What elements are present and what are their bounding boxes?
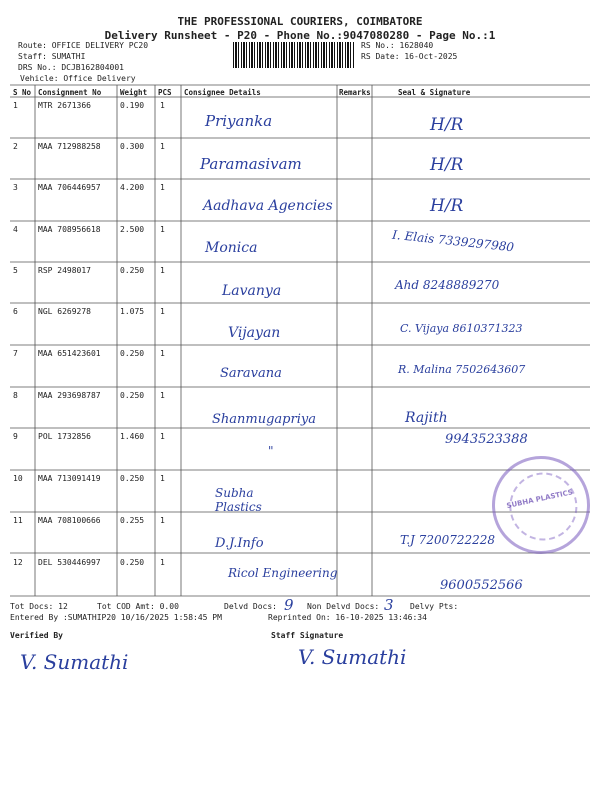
row-weight: 2.500 (120, 225, 145, 234)
row-weight: 0.250 (120, 558, 145, 567)
entered-by: Entered By :SUMATHIP20 10/16/2025 1:58:45 PM (10, 613, 222, 622)
row-sno: 2 (13, 142, 18, 151)
reprinted-on: Reprinted On: 16-10-2025 13:46:34 (268, 613, 427, 622)
consignee-handwriting: Shanmugapriya (212, 412, 316, 427)
seal-signature: 9600552566 (440, 578, 523, 593)
non-delivered-docs-label: Non Delvd Docs: (307, 602, 380, 611)
row-pcs: 1 (160, 142, 165, 151)
col-header-consignee: Consignee Details (184, 88, 261, 97)
company-title: THE PROFESSIONAL COURIERS, COIMBATORE (177, 15, 423, 28)
row-sno: 11 (13, 516, 23, 525)
row-pcs: 1 (160, 225, 165, 234)
row-sno: 1 (13, 101, 18, 110)
delivered-docs-label: Delvd Docs: (224, 602, 277, 611)
non-delivered-docs-hand: 3 (384, 596, 394, 614)
seal-signature: R. Malina 7502643607 (398, 363, 526, 376)
row-sno: 9 (13, 432, 18, 441)
row-weight: 0.250 (120, 349, 145, 358)
row-consignment: DEL 530446997 (38, 558, 101, 567)
row-consignment: POL 1732856 (38, 432, 91, 441)
col-header-seal: Seal & Signature (398, 88, 471, 97)
col-header-pcs: PCS (158, 88, 172, 97)
verified-by-label: Verified By (10, 631, 63, 640)
rs-no: RS No.: 1628040 (361, 41, 434, 50)
row-consignment: MTR 2671366 (38, 101, 91, 110)
consignee-handwriting: Subha Plastics (215, 486, 262, 514)
row-consignment: MAA 651423601 (38, 349, 101, 358)
row-sno: 6 (13, 307, 18, 316)
row-pcs: 1 (160, 307, 165, 316)
row-sno: 7 (13, 349, 18, 358)
consignee-handwriting: Saravana (220, 366, 282, 381)
row-pcs: 1 (160, 101, 165, 110)
row-weight: 0.250 (120, 474, 145, 483)
row-pcs: 1 (160, 349, 165, 358)
row-weight: 0.255 (120, 516, 145, 525)
staff-signature: V. Sumathi (298, 645, 407, 669)
delivered-docs-hand: 9 (284, 596, 294, 614)
row-pcs: 1 (160, 391, 165, 400)
row-consignment: RSP 2498017 (38, 266, 91, 275)
row-pcs: 1 (160, 516, 165, 525)
row-consignment: MAA 706446957 (38, 183, 101, 192)
row-sno: 8 (13, 391, 18, 400)
row-weight: 4.200 (120, 183, 145, 192)
row-consignment: NGL 6269278 (38, 307, 91, 316)
consignee-handwriting: Lavanya (222, 283, 282, 299)
seal-signature: Rajith (405, 410, 448, 426)
seal-signature: H/R (430, 155, 464, 175)
total-docs: Tot Docs: 12 (10, 602, 68, 611)
consignee-handwriting: " (268, 444, 274, 458)
col-header-weight: Weight (120, 88, 148, 97)
row-consignment: MAA 293698787 (38, 391, 101, 400)
row-pcs: 1 (160, 183, 165, 192)
route-label: Route: OFFICE DELIVERY PC20 (18, 41, 149, 50)
row-sno: 10 (13, 474, 23, 483)
row-consignment: MAA 712988258 (38, 142, 101, 151)
seal-signature: C. Vijaya 8610371323 (400, 322, 523, 335)
seal-signature: H/R (430, 115, 464, 135)
total-cod-amount: Tot COD Amt: 0.00 (97, 602, 179, 611)
row-pcs: 1 (160, 558, 165, 567)
delivery-points-label: Delvy Pts: (410, 602, 459, 611)
row-sno: 12 (13, 558, 23, 567)
stamp-text: SUBHA PLASTICS (505, 488, 574, 511)
staff-signature-label: Staff Signature (271, 631, 344, 640)
col-header-sno: S No (13, 88, 32, 97)
seal-signature: H/R (430, 196, 464, 216)
seal-signature: I. Elais 7339297980 (391, 227, 515, 255)
consignee-handwriting: Priyanka (205, 112, 273, 130)
row-sno: 4 (13, 225, 18, 234)
runsheet-subtitle: Delivery Runsheet - P20 - Phone No.:9047080280 - Page No.:1 (104, 29, 496, 42)
staff-label: Staff: SUMATHI (18, 52, 86, 61)
seal-signature: 9943523388 (445, 432, 528, 447)
row-pcs: 1 (160, 474, 165, 483)
row-pcs: 1 (160, 432, 165, 441)
row-sno: 5 (13, 266, 18, 275)
row-weight: 0.300 (120, 142, 145, 151)
consignee-handwriting: Aadhava Agencies (203, 198, 333, 214)
row-weight: 1.460 (120, 432, 145, 441)
row-consignment: MAA 708100666 (38, 516, 101, 525)
row-pcs: 1 (160, 266, 165, 275)
row-weight: 0.190 (120, 101, 145, 110)
consignee-handwriting: D.J.Info (215, 536, 264, 551)
vehicle-label: Vehicle: Office Delivery (20, 74, 136, 83)
row-weight: 0.250 (120, 391, 145, 400)
verified-by-signature: V. Sumathi (20, 650, 129, 674)
row-sno: 3 (13, 183, 18, 192)
row-weight: 0.250 (120, 266, 145, 275)
consignee-handwriting: Vijayan (228, 325, 281, 341)
drs-label: DRS No.: DCJB162804001 (18, 63, 124, 72)
consignee-handwriting: Ricol Engineering (228, 566, 338, 580)
consignee-handwriting: Monica (205, 240, 258, 256)
row-consignment: MAA 708956618 (38, 225, 101, 234)
consignee-handwriting: Paramasivam (200, 155, 302, 173)
col-header-consignment: Consignment No (38, 88, 102, 97)
row-consignment: MAA 713091419 (38, 474, 101, 483)
seal-signature: T.J 7200722228 (400, 533, 496, 547)
row-weight: 1.075 (120, 307, 145, 316)
seal-signature: Ahd 8248889270 (395, 278, 500, 292)
rs-date: RS Date: 16-Oct-2025 (361, 52, 458, 61)
col-header-remarks: Remarks (339, 88, 371, 97)
